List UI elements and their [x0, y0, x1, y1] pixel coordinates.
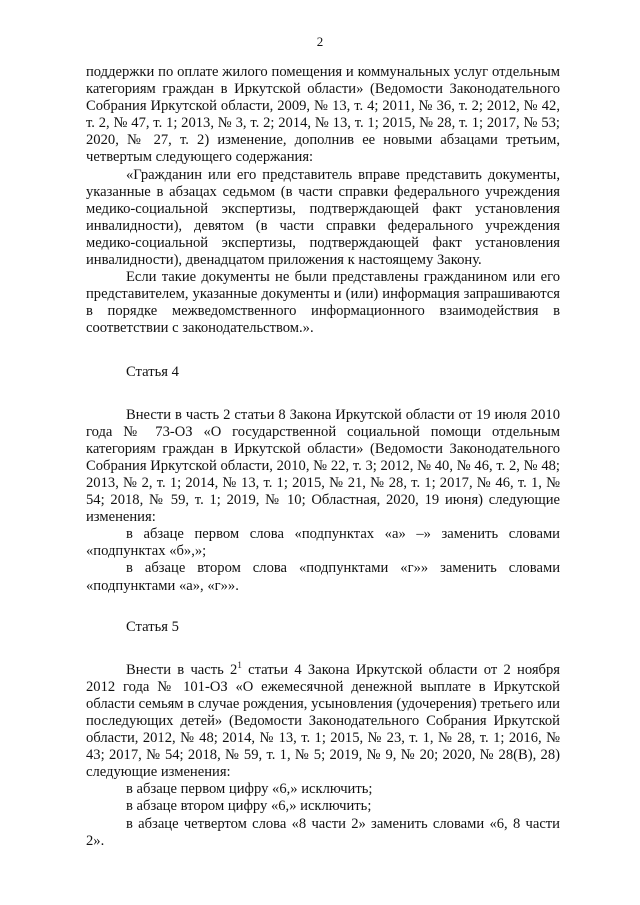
article-5-superscript: 1: [237, 659, 242, 670]
article-4-item-1: в абзаце первом слова «подпунктах «а» –» заменить словами «подпунктах «б»,»;: [86, 526, 560, 560]
article-5-item-2: в абзаце втором цифру «6,» исключить;: [126, 798, 372, 815]
quoted-paragraph-2: Если такие документы не были представлены гражданином или его представителем, указанные документы и (или) информация запрашиваются в порядке межведомственного информационного взаимодействия в соответствии с законодательством.».: [86, 269, 560, 337]
article-5-intro-start: Внести в часть 2: [126, 661, 238, 678]
article-5-intro-rest: статьи 4 Закона Иркутской области от 2 ноября 2012 года № 101-ОЗ «О ежемесячной денежной выплате в Иркутской области семьям в случае рождения, усыновления (удочерения) третьего или последующих детей» (Ведомости Законодательного Собрания Иркутской области, 2012, № 48; 2014, № 13, т. 1; 2015, № 23, т. 1, № 28, т. 1; 2016, № 43; 2017, № 54; 2018, № 59, т. 1, № 5; 2019, № 9, № 20; 2020, № 28(В), 28) следующие изменения:: [86, 661, 560, 781]
continued-paragraph: поддержки по оплате жилого помещения и коммунальных услуг отдельным категориям граждан в Иркутской области» (Ведомости Законодательного Собрания Иркутской области, 2009, № 13, т. 4; 2011, № 36, т. 2; 2012, № 42, т. 2, № 47, т. 1; 2013, № 3, т. 2; 2014, № 13, т. 1; 2015, № 28, т. 1; 2017, № 53; 2020, № 27, т. 2) изменение, дополнив ее новыми абзацами третьим, четвертым следующего содержания:: [86, 64, 560, 166]
article-4-intro: Внести в часть 2 статьи 8 Закона Иркутской области от 19 июля 2010 года № 73-ОЗ «О государственной социальной помощи отдельным категориям граждан в Иркутской области» (Ведомости Законодательного Собрания Иркутской области, 2010, № 22, т. 3; 2012, № 40, № 46, т. 2, № 48; 2013, № 2, т. 1; 2014, № 13, т. 1; 2015, № 21, № 28, т. 1; 2017, № 46, т. 1, № 54; 2018, № 59, т. 1; 2019, № 10; Областная, 2020, 19 июня) следующие изменения:: [86, 406, 560, 526]
article-5-item-1: в абзаце первом цифру «6,» исключить;: [126, 781, 373, 798]
page-number: 2: [316, 34, 324, 49]
article-4-heading: Статья 4: [126, 363, 179, 380]
quoted-paragraph-1: «Гражданин или его представитель вправе представить документы, указанные в абзацах седьмом (в части справки федерального учреждения медико-социальной экспертизы, подтверждающей факт установления инвалидности), девятом (в части справки федерального учреждения медико-социальной экспертизы, подтверждающей факт установления инвалидности), двенадцатом приложения к настоящему Закону.: [86, 166, 560, 269]
article-4-item-2: в абзаце втором слова «подпунктами «г»» заменить словами «подпунктами «а», «г»».: [86, 560, 560, 594]
article-5-intro: [86, 659, 560, 782]
article-5-heading: Статья 5: [126, 618, 179, 635]
document-body: [86, 64, 560, 850]
article-5-item-3: в абзаце четвертом слова «8 части 2» заменить словами «6, 8 части 2».: [86, 815, 560, 849]
